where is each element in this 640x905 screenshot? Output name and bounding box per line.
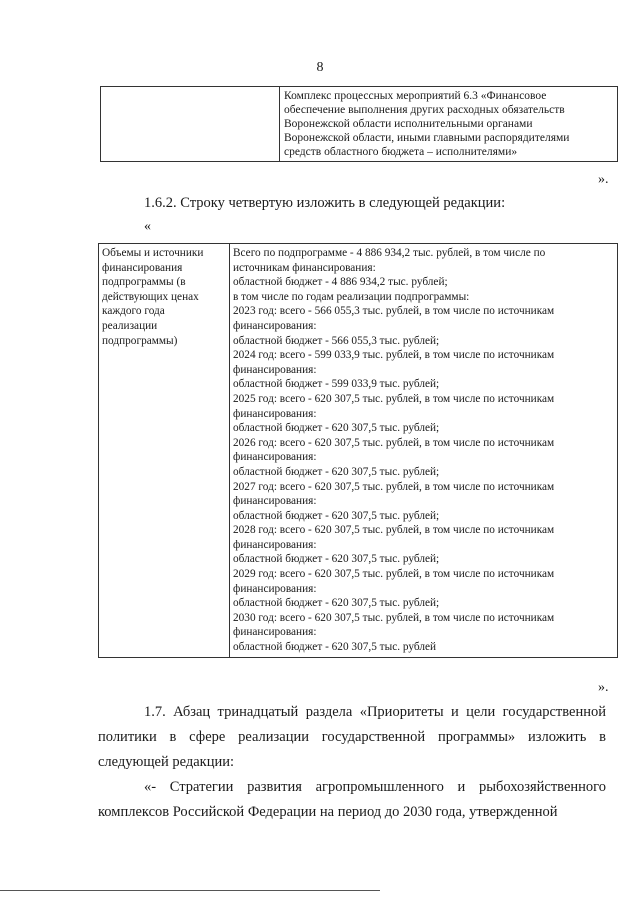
value-line: финансирования: [233, 363, 317, 376]
page-number: 8 [316, 60, 324, 75]
value-line: областной бюджет - 620 307,5 тыс. рублей; [233, 553, 440, 566]
funding-table-label-cell [99, 244, 230, 658]
opening-quote: « [144, 219, 151, 234]
label-line: подпрограммы (в [102, 276, 186, 289]
value-line: финансирования: [233, 407, 317, 420]
value-line: финансирования: [233, 319, 317, 332]
label-line: реализации [102, 319, 158, 332]
value-line: 2026 год: всего - 620 307,5 тыс. рублей, в том числе по источникам [233, 436, 555, 449]
label-line: подпрограммы) [102, 334, 178, 347]
top-table-line: средств областного бюджета – исполнителями» [284, 146, 518, 158]
value-line: финансирования: [233, 495, 317, 508]
value-line: областной бюджет - 566 055,3 тыс. рублей; [233, 334, 440, 347]
value-line: областной бюджет - 620 307,5 тыс. рублей; [233, 597, 440, 610]
value-line: в том числе по годам реализации подпрограммы: [233, 290, 470, 303]
top-table-line: Воронежской области исполнительными органами [284, 118, 533, 130]
top-table-right-cell [280, 87, 618, 162]
value-line: областной бюджет - 620 307,5 тыс. рублей; [233, 465, 440, 478]
funding-table-value-cell [230, 244, 618, 658]
closing-quote: ». [598, 172, 609, 187]
label-line: финансирования [102, 261, 183, 274]
value-line: финансирования: [233, 538, 317, 551]
label-line: действующих ценах [102, 290, 199, 303]
value-line: областной бюджет - 620 307,5 тыс. рублей; [233, 422, 440, 435]
value-line: источникам финансирования: [233, 261, 376, 274]
value-line: Всего по подпрограмме - 4 886 934,2 тыс. рублей, в том числе по [233, 247, 546, 259]
section-heading-1-6-2: 1.6.2. Строку четвертую изложить в следующей редакции: [144, 195, 506, 211]
value-line: финансирования: [233, 451, 317, 464]
footer-rule [0, 890, 380, 891]
strategy-quote-paragraph [98, 775, 606, 825]
value-line: областной бюджет - 4 886 934,2 тыс. рублей; [233, 276, 448, 289]
funding-table [98, 243, 618, 658]
section-paragraph-1-7 [98, 700, 606, 775]
top-table-line: обеспечение выполнения других расходных обязательств [284, 104, 565, 116]
section-1-7-text: 1.7. Абзац тринадцатый раздела «Приоритеты и цели государственной политики в сфере реализации государственной программы» изложить в следующей редакции: [98, 704, 606, 770]
label-line: Объемы и источники [102, 247, 204, 259]
value-line: 2025 год: всего - 620 307,5 тыс. рублей, в том числе по источникам [233, 392, 555, 405]
value-line: 2030 год: всего - 620 307,5 тыс. рублей, в том числе по источникам [233, 611, 555, 624]
top-table-line: Воронежской области, иными главными распорядителями [284, 132, 570, 144]
value-line: 2027 год: всего - 620 307,5 тыс. рублей, в том числе по источникам [233, 480, 555, 493]
value-line: областной бюджет - 620 307,5 тыс. рублей [233, 641, 437, 654]
value-line: областной бюджет - 620 307,5 тыс. рублей; [233, 509, 440, 522]
strategy-quote-text: «- Стратегии развития агропромышленного и рыбохозяйственного комплексов Российской Федерации на период до 2030 года, утвержденной [98, 779, 606, 820]
value-line: областной бюджет - 599 033,9 тыс. рублей; [233, 378, 440, 391]
closing-quote: ». [598, 680, 609, 695]
top-table-line: Комплекс процессных мероприятий 6.3 «Финансовое [284, 90, 547, 102]
label-line: каждого года [102, 305, 165, 318]
value-line: финансирования: [233, 626, 317, 639]
value-line: 2029 год: всего - 620 307,5 тыс. рублей, в том числе по источникам [233, 568, 555, 581]
value-line: финансирования: [233, 582, 317, 595]
top-table [100, 86, 618, 162]
value-line: 2024 год: всего - 599 033,9 тыс. рублей, в том числе по источникам [233, 349, 555, 362]
top-table-left-cell [101, 87, 280, 162]
value-line: 2023 год: всего - 566 055,3 тыс. рублей, в том числе по источникам [233, 305, 555, 318]
value-line: 2028 год: всего - 620 307,5 тыс. рублей, в том числе по источникам [233, 524, 555, 537]
